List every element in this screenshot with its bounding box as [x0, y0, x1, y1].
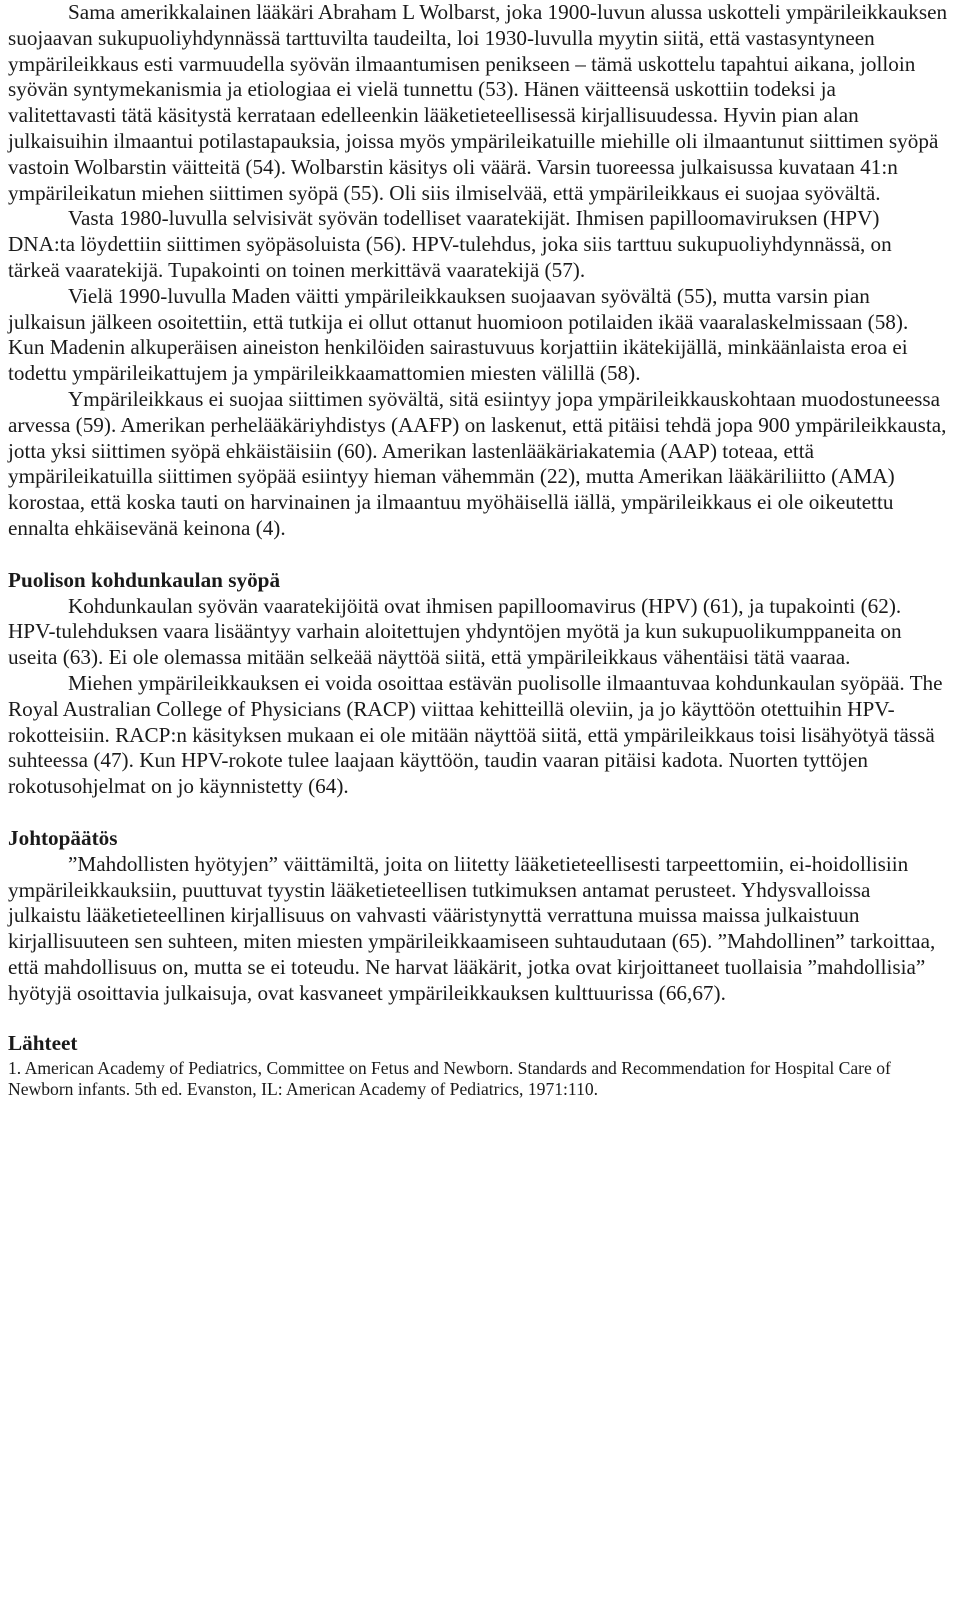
paragraph: Sama amerikkalainen lääkäri Abraham L Wolbarst, joka 1900-luvun alussa uskotteli ympärileikkauksen suojaavan sukupuoliyhdynnässä tarttuvilta taudeilta, loi 1930-luvulla myytin siitä, että vastasyntyneen ympärileikkaus esti varmuudella syövän ilmaantumisen penikseen – tämä uskottelu tapahtui aikana, jolloin syövän syntymekanismia ja etiologiaa ei vielä tunnettu (53). Hänen väitteensä uskottiin todeksi ja valitettavasti tätä käsitystä kerrataan edelleenkin lääketieteellisessä kirjallisuudessa. Hyvin pian alan julkaisuihin ilmaantui potilastapauksia, joissa myös ympärileikatuille miehille oli ilmaantunut siittimen syöpä vastoin Wolbarstin väitteitä (54). Wolbarstin käsitys oli väärä. Varsin tuoreessa julkaisussa kuvataan 41:n ympärileikatun miehen siittimen syöpä (55). Oli siis ilmiselvää, että ympärileikkaus ei suojaa syövältä.: [8, 0, 948, 205]
section-heading: Puolison kohdunkaulan syöpä: [8, 567, 281, 592]
paragraph: Ympärileikkaus ei suojaa siittimen syövältä, sitä esiintyy jopa ympärileikkauskohtaan muodostuneessa arvessa (59). Amerikan perhelääkäriyhdistys (AAFP) on laskenut, että pitäisi tehdä jopa 900 ympärileikkausta, jotta yksi siittimen syöpä ehkäistäisiin (60). Amerikan lastenlääkäriakatemia (AAP) toteaa, että ympärileikatuilla siittimen syöpää esiintyy hieman vähemmän (22), mutta Amerikan lääkäriliitto (AMA) korostaa, että koska tauti on harvinainen ja ilmaantuu myöhäisellä iällä, ympärileikkaus ei ole oikeutettu ennalta ehkäisevänä keinona (4).: [8, 386, 947, 540]
paragraph: Miehen ympärileikkauksen ei voida osoittaa estävän puolisolle ilmaantuvaa kohdunkaulan syöpää. The Royal Australian College of Physicians (RACP) viittaa kehitteillä oleviin, ja jo käyttöön otettuihin HPV-rokotteisiin. RACP:n käsityksen mukaan ei ole mitään näyttöä siitä, että ympärileikkaus toisi lisähyötyä tässä suhteessa (47). Kun HPV-rokote tulee laajaan käyttöön, taudin vaaran pitäisi kadota. Nuorten tyttöjen rokotusohjelmat on jo käynnistetty (64).: [8, 670, 943, 799]
paragraph: Vielä 1990-luvulla Maden väitti ympärileikkauksen suojaavan syövältä (55), mutta varsin pian julkaisun jälkeen osoitettiin, että tutkija ei ollut ottanut huomioon potilaiden ikää vaaralaskelmissaan (58). Kun Madenin alkuperäisen aineiston henkilöiden sairastuvuus korjattiin ikätekijällä, minkäänlaista eroa ei todettu ympärileikattujem ja ympärileikkaamattomien miesten välillä (58).: [8, 283, 909, 386]
paragraph: ”Mahdollisten hyötyjen” väittämiltä, joita on liitetty lääketieteellisesti tarpeettomiin, ei-hoidollisiin ympärileikkauksiin, puuttuvat tyystin lääketieteellisen tutkimuksen antamat perusteet. Yhdysvalloissa julkaistu lääketieteellinen kirjallisuus on vahvasti vääristynyttä verrattuna muissa maissa julkaistuun kirjallisuuteen sen suhteen, miten miesten ympärileikkaamiseen suhtaudutaan (65). ”Mahdollinen” tarkoittaa, että mahdollisuus on, mutta se ei toteudu. Ne harvat lääkärit, jotka ovat kirjoittaneet tuollaisia ”mahdollisia” hyötyjä osoittavia julkaisuja, ovat kasvaneet ympärileikkauksen kulttuurissa (66,67).: [8, 851, 936, 1005]
section-penile-cancer: [8, 0, 948, 542]
section-cervical-cancer: [8, 568, 948, 800]
references-heading: Lähteet: [8, 1031, 78, 1056]
section-references: [8, 1031, 948, 1100]
reference-item: 1. American Academy of Pediatrics, Committee on Fetus and Newborn. Standards and Recommendation for Hospital Care of Newborn infants. 5th ed. Evanston, IL: American Academy of Pediatrics, 1971:110.: [8, 1058, 891, 1100]
section-heading: Johtopäätös: [8, 825, 118, 850]
document-page: [8, 0, 948, 1100]
paragraph: Kohdunkaulan syövän vaaratekijöitä ovat ihmisen papilloomavirus (HPV) (61), ja tupakointi (62). HPV-tulehduksen vaara lisääntyy varhain aloitettujen yhdyntöjen myötä ja kun sukupuolikumppaneita on useita (63). Ei ole olemassa mitään selkeää näyttöä siitä, että ympärileikkaus vähentäisi tätä vaaraa.: [8, 593, 902, 670]
section-conclusion: [8, 826, 948, 1007]
paragraph: Vasta 1980-luvulla selvisivät syövän todelliset vaaratekijät. Ihmisen papilloomaviruksen (HPV) DNA:ta löydettiin siittimen syöpäsoluista (56). HPV-tulehdus, joka siis tarttuu sukupuoliyhdynnässä, on tärkeä vaaratekijä. Tupakointi on toinen merkittävä vaaratekijä (57).: [8, 206, 892, 282]
